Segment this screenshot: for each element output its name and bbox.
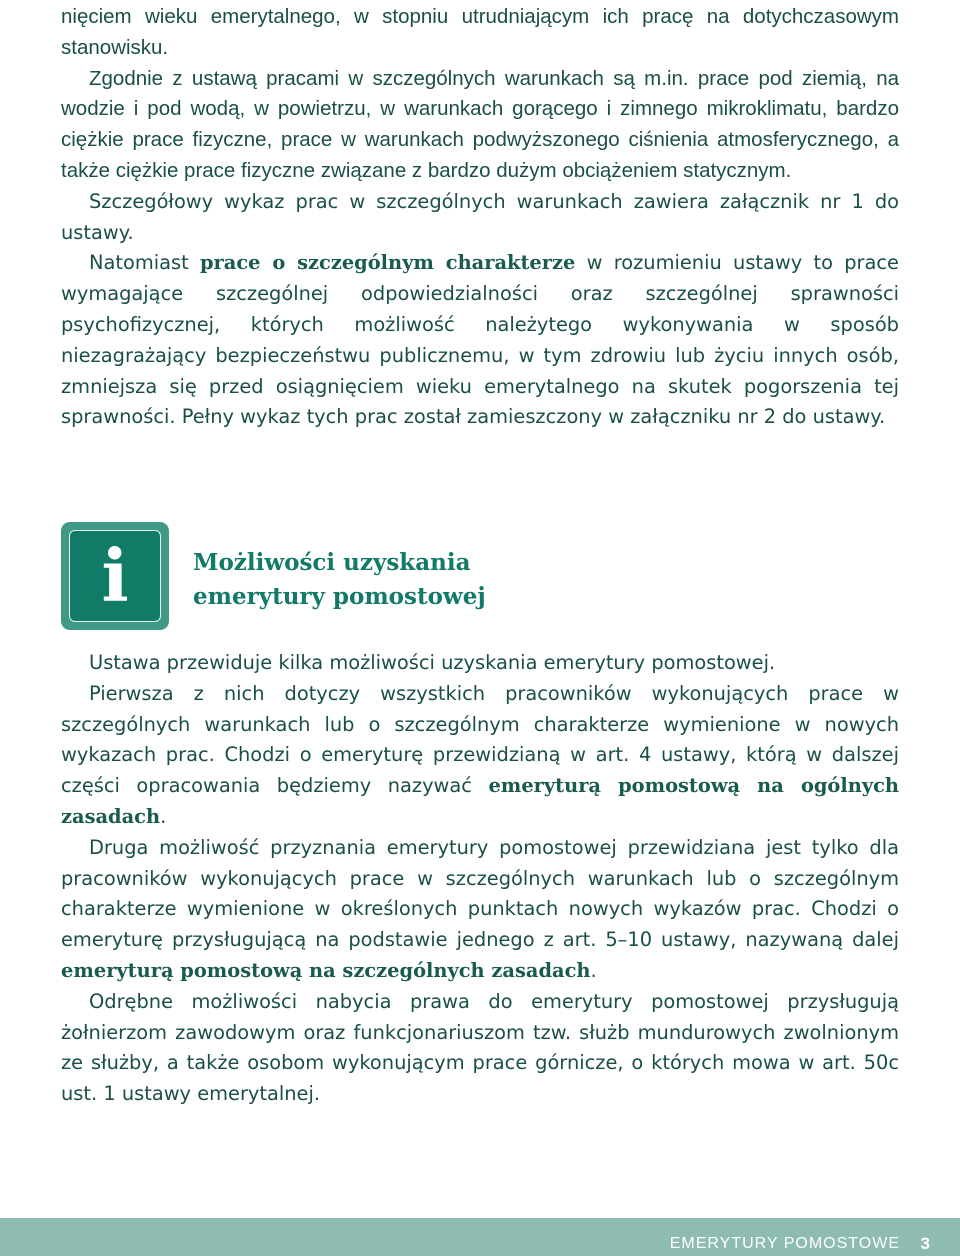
bold-term: prace o szczególnym charakterze	[199, 251, 576, 275]
bold-term: emeryturą pomostową na ogólnych zasadach	[61, 774, 900, 828]
info-icon-inner	[69, 530, 161, 622]
info-icon-letter: i	[101, 533, 129, 618]
section-title-line: Możliwości uzyskania	[193, 549, 471, 576]
paragraph: Odrębne możliwości nabycia prawa do emerytury pomostowej przysługują żołnierzom zawodowym oraz funkcjonariuszom tzw. służb mundurowych zwolnionym ze służby, a także osobom wykonującym prace górnicze, o których mowa w art. 50c ust. 1 ustawy emerytalnej.	[61, 989, 899, 1106]
body-text-bottom	[61, 648, 899, 1110]
text-run: w rozumieniu ustawy to prace wymagające szczególnej odpowiedzialności oraz szczególnej sprawności psychofizycznej, których możliwość należytego wykonywania w sposób niezagrażający bezpieczeństwu publicznemu, w tym zdrowiu lub życiu innych osób, zmniejsza się przed osiągnięciem wieku emerytalnego na skutek pogorszenia tej sprawności. Pełny wykaz tych prac został zamieszczony w załączniku nr 2 do ustawy.	[61, 251, 899, 429]
section-title	[193, 546, 486, 614]
text-run: Druga możliwość przyznania emerytury pomostowej przewidziana jest tylko dla pracowników wykonujących prace w szczególnych warunkach lub o szczególnym charakterze wymienione w określonych punktach nowych wykazów prac. Chodzi o emeryturę przysługującą na podstawie jednego z art. 5–10 ustawy, nazywaną dalej	[61, 835, 899, 952]
paragraph: Zgodnie z ustawą pracami w szczególnych warunkach są m.in. prace pod ziemią, na wodzie i pod wodą, w powietrzu, w warunkach gorącego i zimnego mikroklimatu, bardzo ciężkie prace fizyczne, prace w warunkach podwyższonego ciśnienia atmosferycznego, a także ciężkie prace fizyczne związane z bardzo dużym obciążeniem statycznym.	[61, 66, 899, 182]
footer-title: EMERYTURY POMOSTOWE	[669, 1235, 900, 1252]
footer-bar	[0, 1218, 960, 1256]
bold-term: emeryturą pomostową na szczególnych zasadach	[61, 958, 591, 982]
text-run: .	[590, 958, 597, 982]
section-header	[61, 522, 899, 630]
info-icon	[61, 522, 169, 630]
section-title-line: emerytury pomostowej	[193, 583, 486, 610]
paragraph	[61, 248, 899, 433]
paragraph	[61, 679, 899, 833]
text-run: Pierwsza z nich dotyczy wszystkich pracowników wykonujących prace w szczególnych warunkach lub o szczególnym charakterze wymienione w nowych wykazach prac. Chodzi o emeryturę przewidzianą w art. 4 ustawy, którą w dalszej części opracowania będziemy nazywać	[61, 681, 899, 798]
paragraph: nięciem wieku emerytalnego, w stopniu utrudniającym ich pracę na dotychczasowym stanowisku.	[61, 5, 899, 59]
text-run: .	[160, 804, 167, 828]
text-run: Natomiast	[89, 251, 200, 275]
paragraph: Szczegółowy wykaz prac w szczególnych warunkach zawiera załącznik nr 1 do ustawy.	[61, 189, 899, 244]
body-text-top	[61, 2, 899, 433]
paragraph	[61, 833, 899, 987]
page-number: 3	[920, 1234, 930, 1253]
paragraph: Ustawa przewiduje kilka możliwości uzyskania emerytury pomostowej.	[89, 651, 776, 674]
